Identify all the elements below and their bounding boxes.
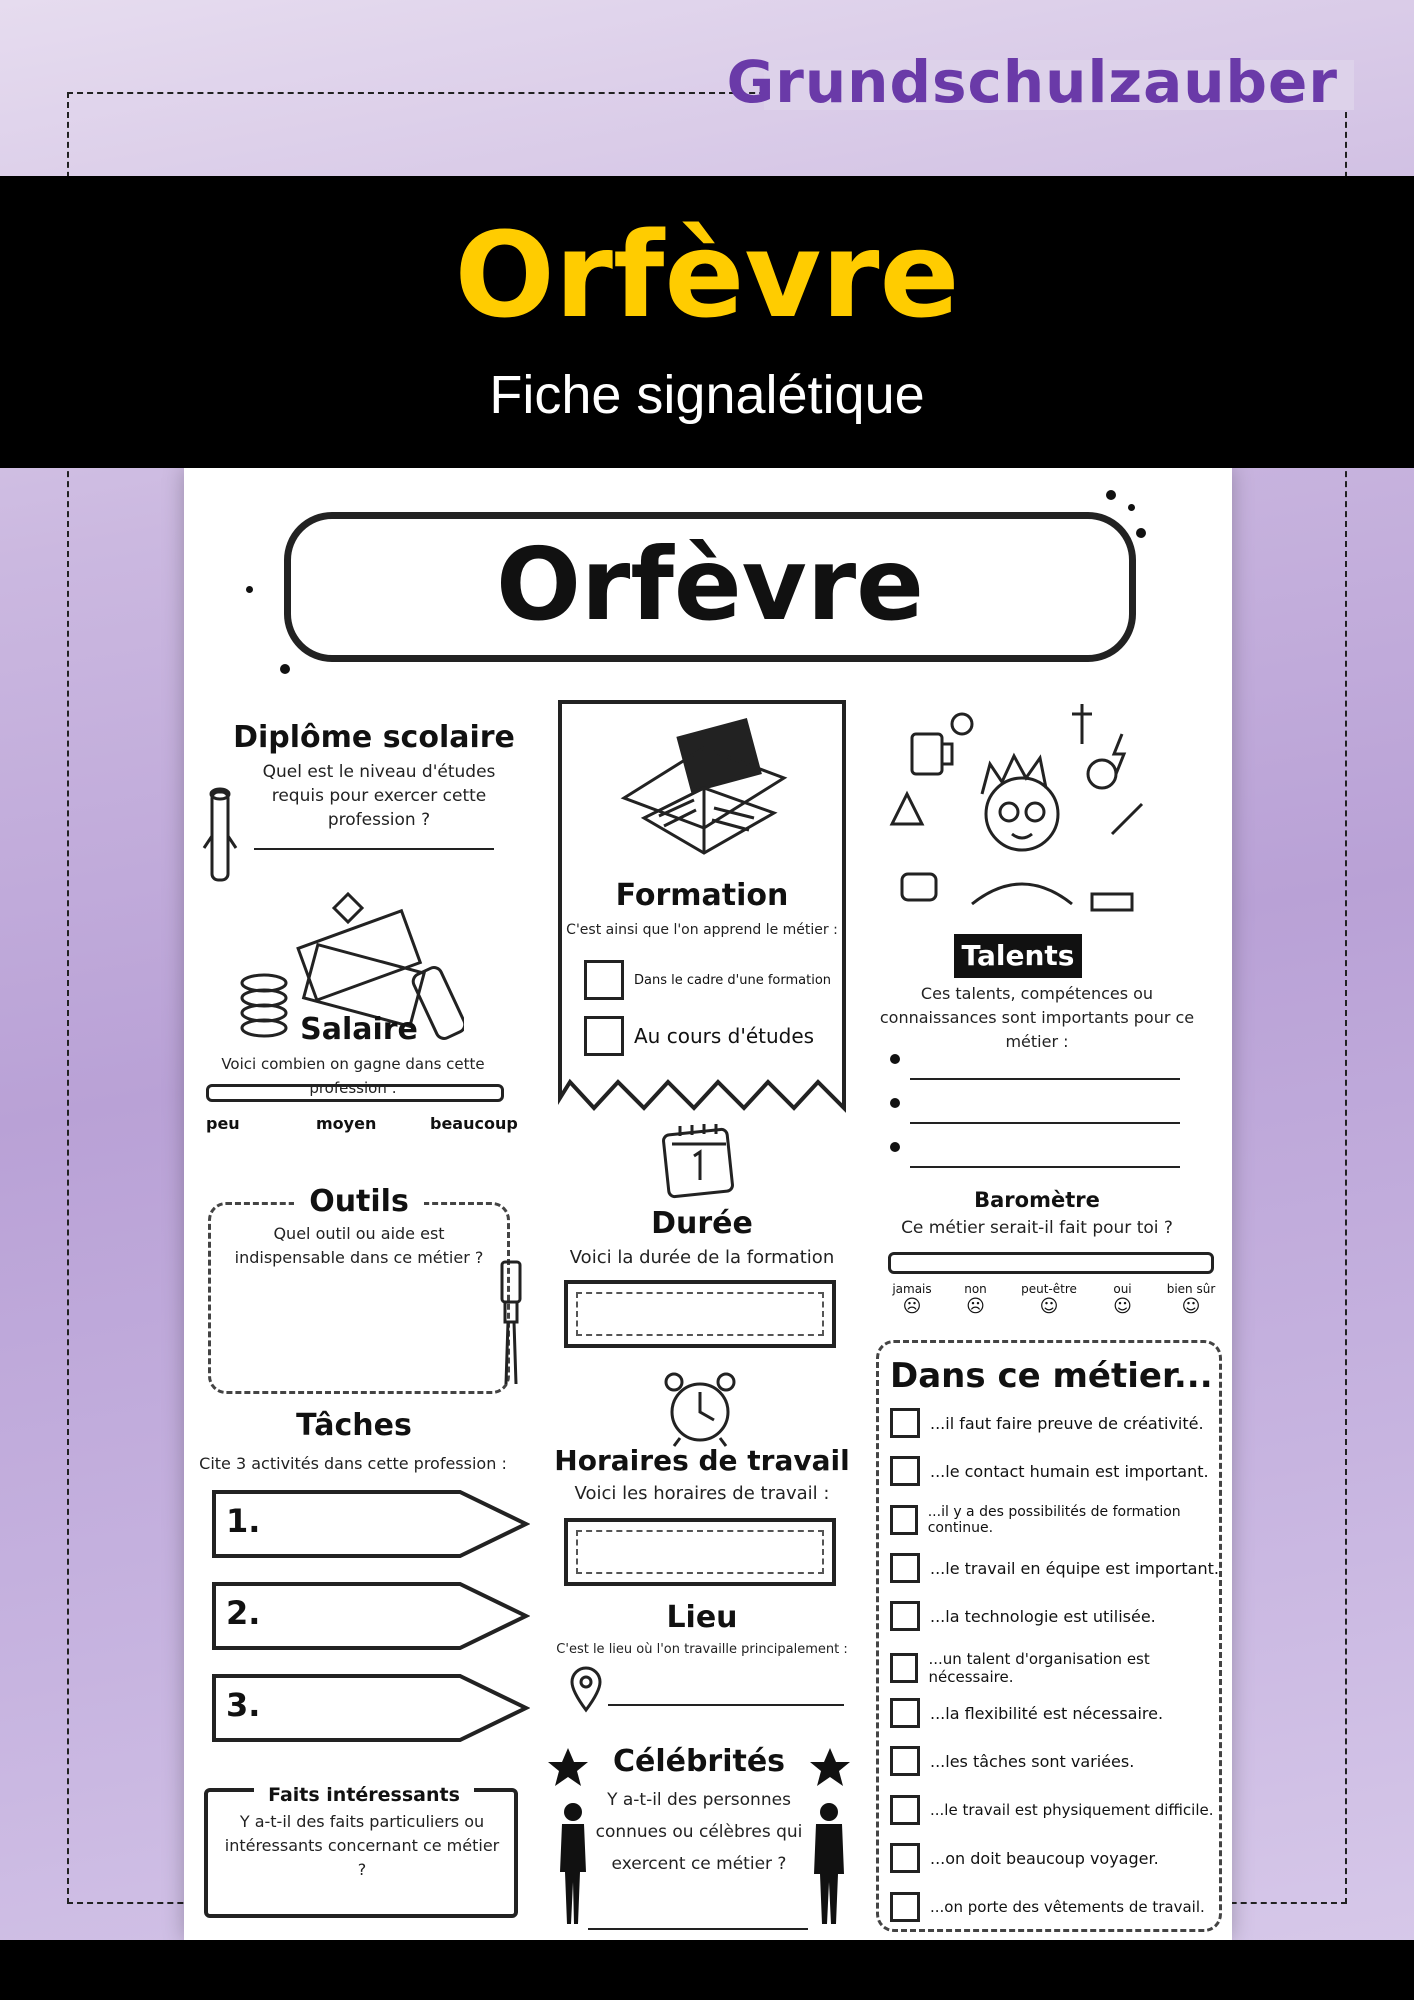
celebrites-heading: Célébrités: [612, 1744, 786, 1779]
diplome-heading: Diplôme scolaire: [233, 720, 515, 755]
barometre-option-1[interactable]: jamais ☹: [884, 1282, 940, 1317]
dans-ce-metier-heading: Dans ce métier...: [890, 1356, 1213, 1396]
metier-item-2[interactable]: ...le contact humain est important.: [890, 1456, 1209, 1486]
talent-line-1[interactable]: [910, 1078, 1180, 1080]
tache-number-1: 1.: [226, 1502, 261, 1540]
talent-line-2[interactable]: [910, 1122, 1180, 1124]
metier-checkbox[interactable]: [890, 1601, 920, 1631]
celebrites-answer-line[interactable]: [588, 1928, 808, 1930]
location-pin-icon: [568, 1666, 604, 1714]
brand-logo: Grundschulzauber: [726, 48, 1338, 116]
barometre-question: Ce métier serait-il fait pour toi ?: [901, 1218, 1173, 1238]
face-icon: ☺: [1113, 1296, 1132, 1317]
metier-item-6[interactable]: ...un talent d'organisation est nécessaire.: [890, 1650, 1220, 1686]
horaires-heading: Horaires de travail: [554, 1444, 850, 1477]
talents-question: Ces talents, compétences ou connaissances sont importants pour ce métier :: [879, 984, 1195, 1051]
paintbrush-icon: [496, 1258, 526, 1388]
barometre-heading: Baromètre: [974, 1188, 1100, 1212]
lieu-question: C'est le lieu où l'on travaille principalement :: [556, 1642, 848, 1657]
formation-heading: Formation: [615, 878, 789, 913]
salaire-mid: moyen: [316, 1114, 377, 1133]
metier-item-1[interactable]: ...il faut faire preuve de créativité.: [890, 1408, 1204, 1438]
outils-question: Quel outil ou aide est indispensable dans ce métier ?: [234, 1224, 484, 1267]
barometre-option-4[interactable]: oui ☺: [1095, 1282, 1151, 1317]
salaire-scale-bar[interactable]: [206, 1084, 504, 1102]
faits-question: Y a-t-il des faits particuliers ou intéressants concernant ce métier ?: [224, 1812, 500, 1879]
talents-doodle-icon: [872, 694, 1162, 934]
barometre-option-5[interactable]: bien sûr ☺: [1158, 1282, 1224, 1317]
celebrites-question: Y a-t-il des personnes connues ou célèbres qui exercent ce métier ?: [595, 1790, 803, 1874]
tache-number-3: 3.: [226, 1686, 261, 1724]
barometre-scale: [884, 1282, 1224, 1317]
talent-line-3[interactable]: [910, 1166, 1180, 1168]
face-icon: ☺: [1039, 1296, 1059, 1317]
taches-heading: Tâches: [296, 1408, 412, 1443]
star-icon: [808, 1746, 852, 1790]
tache-arrow-1[interactable]: [210, 1488, 530, 1560]
metier-item-7[interactable]: ...la flexibilité est nécessaire.: [890, 1698, 1163, 1728]
salaire-heading: Salaire: [300, 1012, 418, 1047]
metier-checkbox[interactable]: [890, 1505, 918, 1535]
metier-checkbox[interactable]: [890, 1795, 920, 1825]
faits-heading: Faits intéressants: [254, 1784, 474, 1806]
salaire-high: beaucoup: [430, 1114, 518, 1133]
talent-bullet: [890, 1054, 900, 1064]
formation-question: C'est ainsi que l'on apprend le métier :: [566, 922, 838, 938]
diploma-scroll-icon: [202, 786, 238, 886]
duree-question: Voici la durée de la formation: [569, 1247, 835, 1268]
person-silhouette-icon: [810, 1802, 848, 1926]
duree-heading: Durée: [651, 1206, 753, 1241]
diplome-question: Quel est le niveau d'études requis pour exercer cette profession ?: [262, 762, 496, 830]
metier-checkbox[interactable]: [890, 1408, 920, 1438]
metier-checkbox[interactable]: [890, 1698, 920, 1728]
lieu-heading: Lieu: [666, 1600, 738, 1635]
face-icon: ☺: [1181, 1296, 1201, 1317]
title-banner: [0, 176, 1414, 468]
horaires-answer-box[interactable]: [564, 1518, 836, 1586]
talent-bullet: [890, 1142, 900, 1152]
metier-item-9[interactable]: ...le travail est physiquement difficile.: [890, 1795, 1213, 1825]
talents-heading: Talents: [954, 934, 1082, 978]
metier-item-3[interactable]: ...il y a des possibilités de formation continue.: [890, 1504, 1220, 1536]
bottom-bar: [0, 1940, 1414, 2000]
person-silhouette-icon: [556, 1802, 590, 1926]
face-icon: ☹: [902, 1296, 922, 1317]
outils-heading: Outils: [294, 1184, 424, 1219]
metier-checkbox[interactable]: [890, 1843, 920, 1873]
decor-dot: [280, 664, 290, 674]
metier-checkbox[interactable]: [890, 1553, 920, 1583]
duree-answer-box[interactable]: [564, 1280, 836, 1348]
talent-bullet: [890, 1098, 900, 1108]
barometre-option-2[interactable]: non ☹: [948, 1282, 1004, 1317]
dans-ce-metier-list: [890, 1408, 1220, 1918]
formation-checkbox-2[interactable]: [584, 1016, 624, 1056]
formation-checkbox-1[interactable]: [584, 960, 624, 1000]
metier-checkbox[interactable]: [890, 1746, 920, 1776]
alarm-clock-icon: [662, 1368, 738, 1448]
salaire-low: peu: [206, 1114, 240, 1133]
worksheet: [184, 468, 1232, 1940]
diplome-answer-line[interactable]: [254, 848, 494, 850]
metier-checkbox[interactable]: [890, 1653, 918, 1683]
horaires-question: Voici les horaires de travail :: [574, 1483, 830, 1504]
barometre-option-3[interactable]: peut-être ☺: [1011, 1282, 1087, 1317]
formation-option-1[interactable]: [584, 960, 831, 1000]
lieu-answer-line[interactable]: [608, 1704, 844, 1706]
sheet-title: Orfèvre: [284, 512, 1136, 662]
calendar-icon: [658, 1120, 738, 1200]
barometre-scale-bar[interactable]: [888, 1252, 1214, 1274]
banner-title: Orfèvre: [454, 206, 960, 344]
books-icon: [604, 718, 804, 858]
salaire-question: Voici combien on gagne dans cette profession :: [221, 1055, 485, 1097]
decor-dot: [1106, 490, 1116, 500]
face-icon: ☹: [966, 1296, 985, 1317]
tache-arrow-2[interactable]: [210, 1580, 530, 1652]
metier-checkbox[interactable]: [890, 1456, 920, 1486]
decor-dot: [246, 586, 253, 593]
formation-option-1-label: Dans le cadre d'une formation: [634, 972, 832, 988]
metier-item-5[interactable]: ...la technologie est utilisée.: [890, 1601, 1156, 1631]
metier-item-11[interactable]: ...on porte des vêtements de travail.: [890, 1892, 1205, 1922]
formation-option-2-label: Au cours d'études: [634, 1024, 815, 1048]
metier-item-8[interactable]: ...les tâches sont variées.: [890, 1746, 1134, 1776]
tache-arrow-3[interactable]: [210, 1672, 530, 1744]
taches-question: Cite 3 activités dans cette profession :: [199, 1454, 507, 1473]
metier-item-10[interactable]: ...on doit beaucoup voyager.: [890, 1843, 1159, 1873]
tache-number-2: 2.: [226, 1594, 261, 1632]
decor-dot: [1136, 528, 1146, 538]
banner-subtitle: Fiche signalétique: [489, 365, 925, 425]
decor-dot: [1128, 504, 1135, 511]
formation-option-2[interactable]: [584, 1016, 814, 1056]
metier-item-4[interactable]: ...le travail en équipe est important.: [890, 1553, 1219, 1583]
metier-checkbox[interactable]: [890, 1892, 920, 1922]
